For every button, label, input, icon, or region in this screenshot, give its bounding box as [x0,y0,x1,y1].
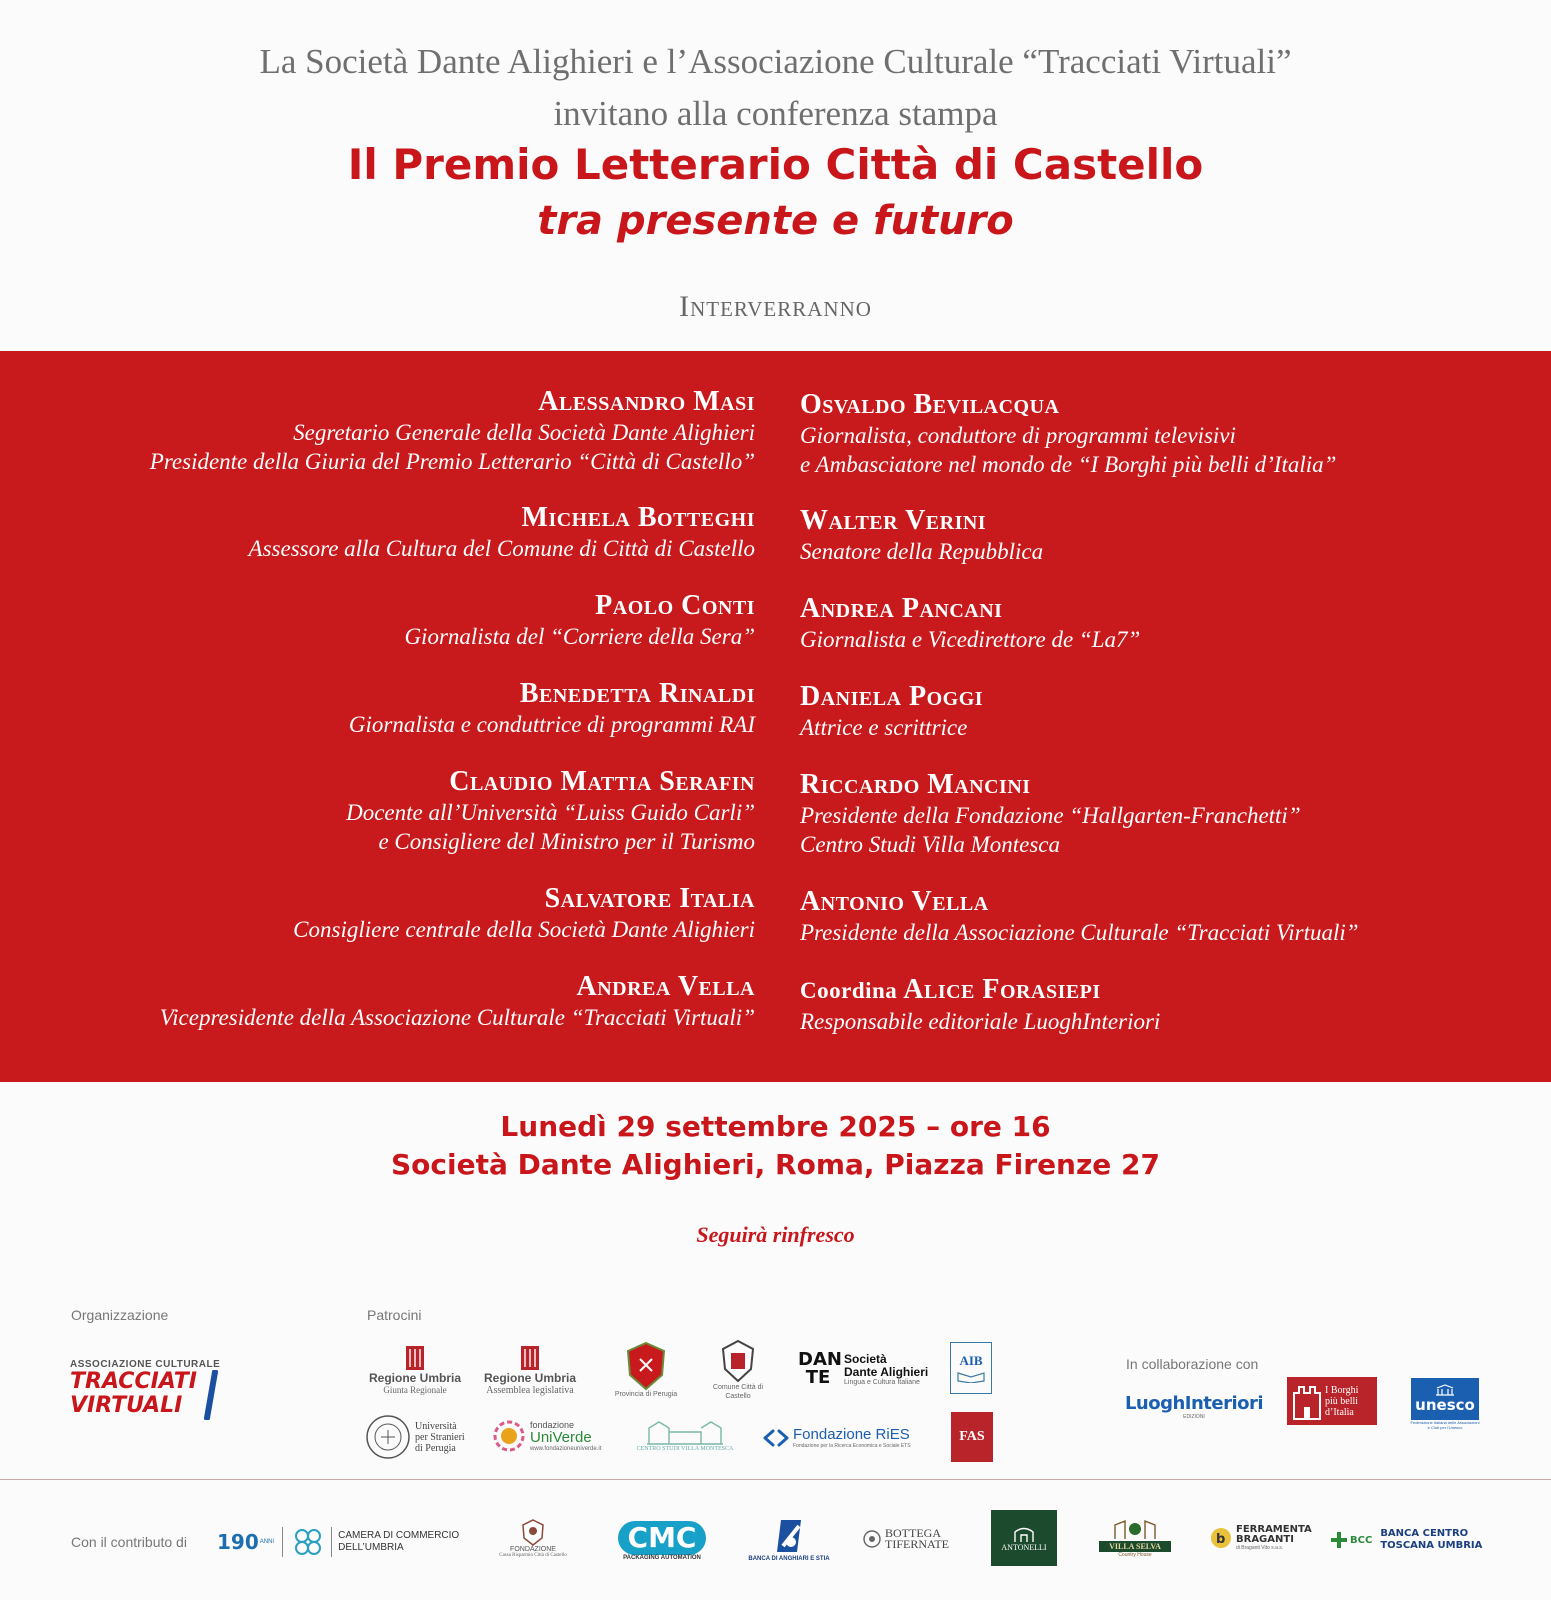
temple-icon [1435,1384,1455,1396]
univerde-sun-icon [492,1419,526,1453]
villa-text: VILLA SELVA [1099,1541,1171,1552]
university-seal-icon [365,1414,411,1460]
speaker [800,593,1140,654]
tracciati-virtuali-logo [70,1352,230,1424]
speaker-name: Walter Verini [800,505,987,536]
speaker-name: Salvatore Italia [544,883,755,914]
dante-text-1: Società [844,1351,887,1366]
fondazione-text: FONDAZIONE [510,1546,556,1553]
banca-anghiari-text: BANCA DI ANGHIARI E STIA [748,1556,830,1562]
fondazione-cassa-risparmio-logo [485,1510,581,1566]
header [0,0,1551,351]
speaker-role: Giornalista, conduttore di programmi televisivi [800,423,1236,448]
event-date: Lunedì 29 settembre 2025 – ore 16 [500,1110,1051,1143]
svg-text:b: b [1216,1532,1226,1547]
event-place: Società Dante Alighieri, Roma, Piazza Firenze 27 [391,1148,1160,1181]
speaker [150,386,755,476]
patrocini-label: Patrocini [367,1307,422,1323]
speaker-role: Vicepresidente della Associazione Culturale “Tracciati Virtuali” [159,1005,755,1030]
camera-text: CAMERA DI COMMERCIO DELL’UMBRIA [338,1530,460,1553]
fondazione-crest-icon [521,1518,545,1546]
regione-umbria-icon [520,1345,540,1371]
fondazione-ries-logo [763,1420,923,1456]
speaker [800,769,1301,859]
villa-montesca-icon [645,1418,725,1446]
speaker-role: Giornalista e Vicedirettore de “La7” [800,627,1141,652]
speaker [800,389,1336,479]
speaker [404,590,755,651]
speaker-name: Michela Botteghi [521,502,755,533]
speaker-name: Benedetta Rinaldi [519,678,755,709]
villa-selva-icon [1105,1519,1165,1541]
speaker-role: Presidente della Associazione Culturale “Tracciati Virtuali” [800,920,1359,945]
provincia-text: Provincia di Perugia [614,1390,678,1398]
villa-selva-logo [1083,1508,1187,1568]
speaker-role: e Ambasciatore nel mondo de “I Borghi più belli d’Italia” [800,452,1337,477]
aib-text: AIB [959,1353,983,1368]
speaker-name: Paolo Conti [595,590,755,621]
org-logo-line2: TRACCIATI [70,1368,197,1394]
univerde-url: www.fondazioneuniverde.it [530,1446,602,1452]
camera-years-sub: ANNI [259,1539,275,1545]
speaker-role: e Consigliere del Ministro per il Turismo [378,829,755,854]
antonelli-text: ANTONELLI [1001,1542,1047,1552]
speaker-role: Consigliere centrale della Società Dante Alighieri [293,917,755,942]
luoghi-sub: EDIZIONI [1183,1413,1205,1420]
ries-arrows-icon [763,1428,789,1448]
contributo-label: Con il contributo di [71,1534,187,1550]
dante-text-2: Dante Alighieri [844,1364,929,1379]
org-logo-line1: ASSOCIAZIONE CULTURALE [70,1358,221,1370]
montesca-text: CENTRO STUDI VILLA MONTESCA [636,1446,734,1452]
univerde-text: UniVerde [530,1429,592,1446]
speaker-role: Centro Studi Villa Montesca [800,832,1060,857]
bottega-text: BOTTEGA TIFERNATE [885,1526,949,1551]
banca-anghiari-icon [769,1516,809,1556]
speaker [800,974,1160,1036]
speaker-name-text: Alice Forasiepi [903,974,1101,1005]
ferramenta-text: FERRAMENTA BRAGANTI [1236,1524,1312,1545]
speaker [800,886,1359,947]
intro-line-1: La Società Dante Alighieri e l’Associazione Culturale “Tracciati Virtuali” [259,42,1292,81]
dante-sub: Lingua e Cultura Italiane [844,1378,920,1386]
ferramenta-b-icon [1210,1525,1232,1551]
comune-citta-castello-logo [700,1336,776,1404]
brush-stroke-icon [204,1370,218,1420]
speaker-name: Andrea Vella [576,971,755,1002]
speaker-role: Presidente della Fondazione “Hallgarten-Franchetti” [800,803,1301,828]
speaker-name: Claudio Mattia Serafin [449,766,755,797]
camera-years-text: 190 [217,1530,259,1554]
antonelli-arch-icon [1012,1525,1036,1543]
univerde-pre: fondazione [530,1420,575,1430]
aib-logo [950,1342,992,1394]
speaker-role: Senatore della Repubblica [800,539,1044,564]
fas-text: FAS [959,1429,985,1444]
antonelli-logo [991,1510,1057,1566]
speaker-role: Giornalista del “Corriere della Sera” [404,624,755,649]
bcc-text: BCC [1350,1534,1373,1546]
stranieri-line-2: per Stranieri [415,1431,465,1443]
bottega-seal-icon [862,1529,882,1549]
org-logo-line3: VIRTUALI [70,1392,183,1418]
cmc-sub: PACKAGING AUTOMATION [623,1555,701,1561]
book-icon [956,1369,986,1383]
bcc-banca-centro-logo [1330,1524,1490,1556]
unesco-text: unesco [1415,1396,1475,1414]
luoghinteriori-logo [1126,1386,1262,1426]
ferramenta-braganti-logo [1210,1520,1312,1556]
organizzazione-label: Organizzazione [71,1307,169,1323]
speaker-name: Alessandro Masi [538,386,755,417]
societa-dante-alighieri-logo [798,1344,930,1394]
speaker [346,766,755,856]
event-note: Seguirà rinfresco [696,1222,855,1247]
speaker [800,505,1043,566]
speaker-name: Andrea Pancani [800,593,1003,624]
regione-giunta-sub: Giunta Regionale [383,1385,447,1395]
speaker-name [800,974,1160,1007]
ries-sub: Fondazione per la Ricerca Economica e Sociale ETS [793,1443,911,1449]
unesco-logo [1410,1373,1480,1435]
regione-giunta-text: Regione Umbria [368,1371,461,1385]
speaker-name: Antonio Vella [800,886,989,917]
speaker-role: Docente all’Università “Luiss Guido Carli” [346,800,755,825]
provincia-crest-icon [626,1341,666,1391]
fondazione-univerde-logo [492,1412,610,1460]
speaker-role: Giornalista e conduttrice di programmi RAI [348,712,755,737]
speaker-name: Riccardo Mancini [800,769,1031,800]
interverranno-heading: Interverranno [679,290,872,323]
regione-umbria-icon [405,1345,425,1371]
banca-anghiari-logo [744,1510,834,1568]
speaker [249,502,755,563]
speaker [293,883,755,944]
centro-studi-villa-montesca-logo [628,1410,742,1460]
footer-divider [0,1479,1551,1480]
ries-text: Fondazione RiES [793,1426,910,1443]
borghi-text: I Borghi più belli d’Italia [1325,1384,1359,1418]
page-title: Il Premio Letterario Città di Castello [347,140,1204,189]
speakers-band [0,351,1551,1082]
speaker-role: Responsabile editoriale LuoghInteriori [800,1009,1161,1034]
speaker [800,681,983,742]
speaker-role: Attrice e scrittrice [800,715,968,740]
collaborazione-label: In collaborazione con [1126,1356,1259,1372]
regione-assemblea-sub: Assemblea legislativa [486,1384,574,1396]
cmc-logo [610,1516,714,1566]
speaker [160,971,755,1032]
regione-umbria-assemblea-logo [480,1338,580,1402]
speaker-role: Assessore alla Cultura del Comune di Città di Castello [248,536,755,561]
fas-logo [951,1412,993,1462]
comune-text: Comune Città di Castello [712,1384,764,1400]
speaker-name: Osvaldo Bevilacqua [800,389,1060,420]
speaker-prefix: Coordina [800,978,898,1003]
castle-icon [1291,1381,1323,1421]
camera-commercio-logo [217,1522,477,1562]
unesco-sub: Federazione Italiana delle Associazioni e Club per l'Unesco [1410,1420,1480,1430]
luoghi-text: LuoghInteriori [1124,1392,1264,1414]
fondazione-sub: Cassa Risparmio Città di Castello [499,1553,567,1558]
bcc-icon [1330,1531,1348,1549]
speaker-role: Presidente della Giuria del Premio Letterario “Città di Castello” [149,449,755,474]
bottega-tifernate-logo [862,1524,962,1554]
regione-umbria-giunta-logo [365,1338,465,1402]
dante-mark-icon: DAN TE [798,1349,842,1388]
ferramenta-sub: di Braganti Vito s.a.s. [1236,1545,1284,1551]
cmc-text: CMC [618,1521,707,1555]
intro-line-2: invitano alla conferenza stampa [553,94,998,133]
regione-assemblea-text: Regione Umbria [483,1370,576,1385]
universita-stranieri-logo [365,1412,477,1462]
villa-sub: Country House [1118,1551,1152,1558]
provincia-perugia-logo [610,1334,682,1404]
comune-crest-icon [721,1339,755,1383]
speaker [349,678,755,739]
banca-centro-text: BANCA CENTRO TOSCANA UMBRIA [1380,1528,1483,1551]
stranieri-line-1: Università [415,1420,457,1432]
stranieri-line-3: di Perugia [415,1442,456,1454]
page-subtitle: tra presente e futuro [537,198,1014,244]
borghi-piu-belli-logo [1287,1377,1377,1425]
speaker-role: Segretario Generale della Società Dante Alighieri [293,420,755,445]
speaker-name: Daniela Poggi [800,681,984,712]
camera-knot-icon [291,1525,325,1559]
